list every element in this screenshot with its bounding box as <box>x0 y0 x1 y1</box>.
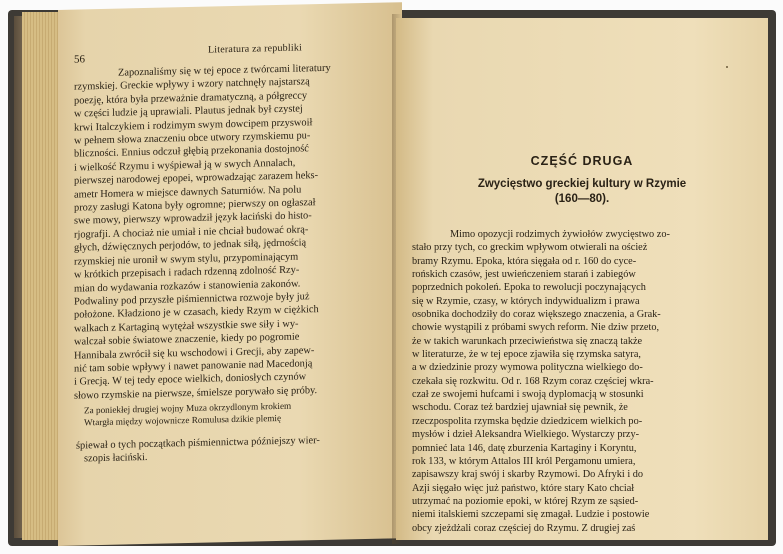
text-line: się w Rzymie, czasy, w których indywidualizm i prawa <box>412 295 640 307</box>
text-line: pierwszej narodowej epopei, wprowadzając zarazem heks- <box>74 170 319 187</box>
left-page <box>58 2 402 546</box>
verse-line: Za poniekłej drugiej wojny Muza okrzydlonym krokiem <box>84 400 292 416</box>
text-line: a w dziedzinie prozy wymowa polityczna wielkiego do- <box>412 362 643 374</box>
text-line: niemi italskiemi szczepami się zmagał. Ludzie i postowie <box>412 509 650 521</box>
text-line: pomnieć lata 146, datę zburzenia Kartaginy i Koryntu, <box>412 442 637 454</box>
text-line: swe mowy, pierwszy wprowadził język łaciński do histo- <box>74 210 312 228</box>
text-line: bramy Rzymu. Epoka, która sięgała od r. 160 do cyce- <box>412 255 637 267</box>
text-line: szopis łaciński. <box>84 452 148 465</box>
part-heading: CZĘŚĆ DRUGA <box>530 154 634 168</box>
text-line: w części ludzie ją uprawiali. Plautus jednak był czystej <box>74 103 303 120</box>
text-line: Azji sięgało więc już państwo, które stary Kato chciał <box>412 482 635 494</box>
verse-line: Wtargła między wojownicze Romulusa dzikie plemię <box>84 412 282 428</box>
text-line: że w takich warunkach przeciwieństwa się znaczą także <box>412 335 643 347</box>
text-line: czał ze swojemi hufcami i swoją dyplomacją w stosunki <box>412 389 644 401</box>
right-page <box>396 18 768 540</box>
paper-speck <box>726 66 728 68</box>
chapter-title: Zwycięstwo greckiej kultury w Rzymie <box>477 178 687 190</box>
verse-quote <box>84 400 291 429</box>
text-line: stało przy tych, co greckim wpływom otwierali na oścież <box>412 242 648 254</box>
text-line: poprzednich pokoleń. Epoka to rewolucji poczynających <box>412 282 646 294</box>
text-line: ametr Homera w miejsce dawnych Saturniów. Na polu <box>74 184 302 201</box>
text-line: krwi Italczykiem i rodzimym swym dowcipem przyswoił <box>74 116 313 134</box>
text-line: śpiewał o tych początkach piśmiennictwa późniejszy wier- <box>76 435 320 452</box>
text-line: położone. Kładziono je w czasach, kiedy Rzym w ciężkich <box>74 304 319 321</box>
text-line: poezję, która była przeważnie dramatyczną, a półgreccy <box>74 90 308 107</box>
text-line: rjografji. A chociaż nie umiał i nie chciał budować okrą- <box>74 224 309 241</box>
text-line: mysłów i dzieł Aleksandra Wielkiego. Wystarczy przy- <box>412 429 640 441</box>
text-line: Zapoznaliśmy się w tej epoce z twórcami literatury <box>118 62 331 79</box>
page-number: 56 <box>74 53 85 66</box>
left-body-text <box>74 60 394 402</box>
text-line: nić tam sobie wpływy i nawet panowanie nad Macedonją <box>74 358 313 375</box>
text-line: chowie wystąpili z próbami swych reform. Nie dziw przeto, <box>412 322 660 334</box>
text-line: w krótkich przepisach i radach rdzenną zdolność Rzy- <box>74 264 300 281</box>
text-line: prozy zasługi Katona były ogromne; pierwszy on ogłaszał <box>74 197 316 214</box>
text-line: słowo rzymskie na pierwsze, śmielsze porywało się próby. <box>74 384 318 402</box>
text-line: rzymskiej. Greckie wpływy i wzory natchnęły najstarszą <box>74 76 310 94</box>
text-line: i Grecją. W tej tedy epoce wielkich, doniosłych czynów <box>74 371 307 388</box>
text-line: bliczności. Ennius odczuł głębią przekonania dostojność <box>74 143 309 161</box>
text-line: rok 133, w którym Attalos III król Pergamonu umiera, <box>412 455 636 467</box>
running-head: Literatura za republiki <box>208 42 302 56</box>
left-tail-text <box>76 434 320 466</box>
text-line: głych, dźwięcznych perjodów, to jednak siłą, jędrnością <box>74 237 307 254</box>
page-edges <box>22 12 62 540</box>
text-line: w pełnem słowa znaczeniu obce utwory rzymskiemu pu- <box>74 130 311 147</box>
text-line: walczał sobie światowe znaczenie, kiedy po pogromie <box>74 331 300 348</box>
text-line: utrzymać na poziomie epoki, w której Rzym ze sąsied- <box>412 495 639 507</box>
text-line: Mimo opozycji rodzimych żywiołów zwycięstwo zo- <box>450 229 670 240</box>
text-line: osobnika dochodziły do coraz większego znaczenia, a Grak- <box>412 309 661 321</box>
text-line: rzymskiej nie uronił w swym stylu, przypominającym <box>74 251 299 268</box>
text-line: rońskich czasów, jest uwieńczeniem starań i zabiegów <box>412 269 636 281</box>
text-line: i wielkość Rzymu i wyśpiewał ją w swych Annalach, <box>74 157 296 174</box>
text-line: mian do wydawania rozkazów i stanowienia zakonów. <box>74 277 301 295</box>
text-line: Hannibala zwrócił się ku wschodowi i Grecji, aby zapew- <box>74 344 315 362</box>
right-body-text <box>412 228 670 535</box>
text-line: w literaturze, że w tej epoce zjawiła się rzymska satyra, <box>412 349 641 361</box>
text-line: walkach z Kartaginą wytężał wszystkie swe siły i wy- <box>74 318 299 335</box>
chapter-dates: (160—80). <box>554 193 610 205</box>
text-line: czekała się rozkwitu. Od r. 168 Rzym coraz częściej wkra- <box>412 375 654 387</box>
text-line: rzeczpospolita rzymska będzie dziedzicem wielkich po- <box>412 415 643 427</box>
text-line: zapisawszy kraj swój i skarby Rzymowi. Do Afryki i do <box>412 469 644 481</box>
text-line: wschodu. Coraz też bardziej ujawniał się pewnik, że <box>412 402 628 414</box>
text-line: Podwaliny pod przyszłe piśmiennictwa rozwoje były już <box>74 291 310 308</box>
text-line: obcy zjeżdżali coraz częściej do Rzymu. Z drugiej zaś <box>412 522 636 534</box>
